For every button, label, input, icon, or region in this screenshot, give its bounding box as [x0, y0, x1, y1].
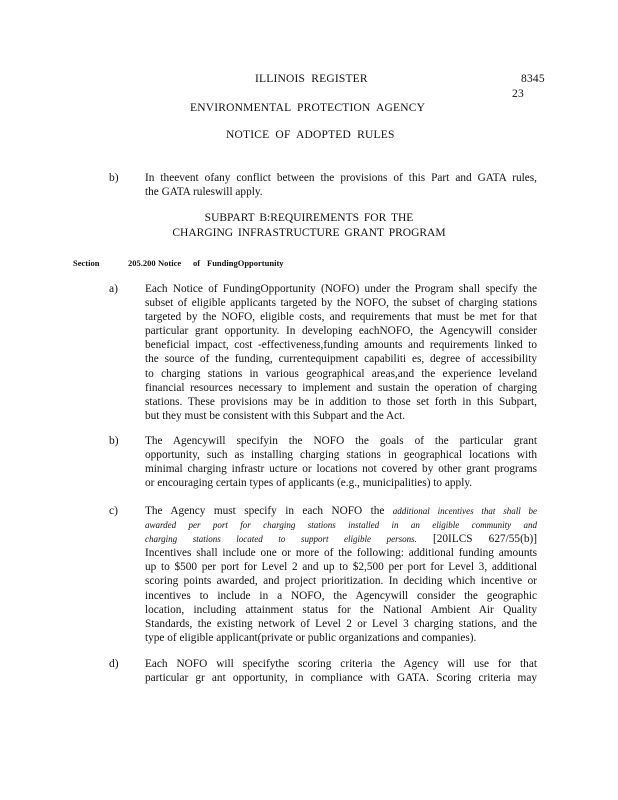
- para-c-line1-lead: The Agency must specify in each NOFO the: [145, 505, 385, 517]
- register-title: ILLINOIS REGISTER: [255, 73, 368, 85]
- para-line: up to $500 per port for Level 2 and up to $2,500 per port for Level 3, additional: [145, 561, 537, 574]
- section-title-rest: FundingOpportunity: [207, 258, 284, 268]
- para-line: or encouraging certain types of applicants (e.g., municipalities) to apply.: [145, 477, 473, 490]
- subpart-heading-line2: CHARGING INFRASTRUCTURE GRANT PROGRAM: [172, 227, 446, 239]
- para-b-goals: [145, 434, 537, 490]
- para-line: In theevent ofany conflict between the provisions of this Part and GATA rules,: [145, 172, 537, 184]
- para-c-line3-italic: charging stations located to support eligible persons.: [145, 534, 417, 545]
- para-d: [145, 657, 537, 685]
- para-line: The Agencywill specifyin the NOFO the goals of the particular grant: [145, 435, 537, 447]
- para-c-line3: [145, 532, 537, 546]
- para-line: incentives to include in a NOFO, the Agencywill consider the geographic: [145, 589, 537, 602]
- para-c-line1: [145, 504, 537, 518]
- statute-citation: [20ILCS 627/55(b)]: [433, 533, 537, 546]
- para-line: particular gr ant opportunity, in compliance with GATA. Scoring criteria may: [145, 672, 537, 685]
- para-line: beneficial impact, cost -effectiveness,funding amounts and requirements linked to: [145, 339, 537, 352]
- para-line: the source of the funding, currentequipment capabiliti es, degree of accessibility: [145, 353, 537, 366]
- para-line: subset of eligible applicants targeted by the NOFO, the subset of charging stations: [145, 297, 537, 310]
- para-line: particular grant opportunity. In developing eachNOFO, the Agencywill consider: [145, 325, 537, 338]
- para-line: minimal charging infrastr ucture or locations not covered by other grant programs: [145, 463, 537, 476]
- para-b-conflict-label: b): [109, 172, 119, 184]
- para-a-label: a): [109, 283, 118, 295]
- para-line: Incentives shall include one or more of the following: additional funding amounts: [145, 547, 537, 560]
- para-line: Each NOFO will specifythe scoring criteria the Agency will use for that: [145, 658, 537, 670]
- para-line: targeted by the NOFO, eligible costs, and requirements that must be met for that: [145, 311, 537, 324]
- para-c: [145, 504, 537, 645]
- section-number: 205.200: [128, 258, 156, 268]
- para-b-conflict: [145, 171, 537, 199]
- section-title-word: Notice: [158, 258, 182, 268]
- notice-title: NOTICE OF ADOPTED RULES: [226, 129, 395, 141]
- para-line: to charging stations in various geographical areas,and the experience leveland: [145, 367, 537, 380]
- para-line: Standards, the existing network of Level 2 or Level 3 charging stations, and the: [145, 617, 537, 630]
- subpart-heading-line1: SUBPART B:REQUIREMENTS FOR THE: [204, 212, 414, 224]
- para-c-line1-italic: additional incentives that shall be: [392, 506, 537, 516]
- para-line: type of eligible applicant(private or public organizations and companies).: [145, 631, 477, 644]
- agency-title: ENVIRONMENTAL PROTECTION AGENCY: [190, 102, 426, 114]
- section-label: Section: [73, 258, 100, 268]
- para-d-label: d): [109, 658, 119, 670]
- para-line: but they must be consistent with this Subpart and the Act.: [145, 409, 406, 422]
- para-line: stations. These provisions may be in addition to those set forth in this Subpart,: [145, 395, 537, 408]
- section-title-of: of: [193, 258, 201, 268]
- para-line: opportunity, such as installing charging stations in geographical locations with: [145, 449, 537, 462]
- para-a: [145, 282, 537, 423]
- issue-number: 23: [512, 88, 524, 100]
- para-c-line2-italic: awarded per port for charging stations installed in an eligible community and: [145, 520, 537, 531]
- para-line: financial resources necessary to implement and sustain the operation of charging: [145, 381, 537, 394]
- page-number: 8345: [521, 73, 545, 85]
- para-line: Each Notice of FundingOpportunity (NOFO) under the Program shall specify the: [145, 283, 537, 295]
- para-b-goals-label: b): [109, 435, 119, 447]
- para-line: the GATA ruleswill apply.: [145, 186, 263, 199]
- para-c-label: c): [109, 505, 118, 517]
- para-line: location, including attainment status for the National Ambient Air Quality: [145, 603, 537, 616]
- para-line: scoring points awarded, and project prioritization. In deciding which incentive or: [145, 575, 537, 588]
